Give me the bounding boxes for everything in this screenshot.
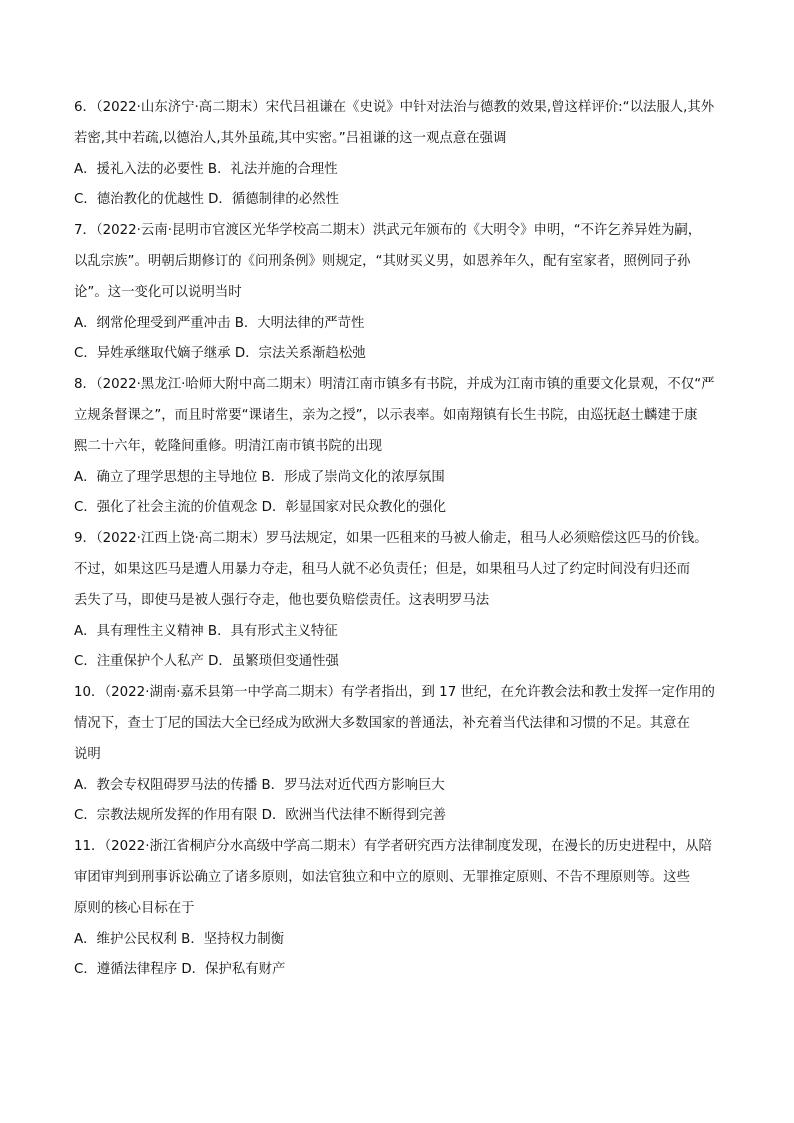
question-stem-line: 论”。这一变化可以说明当时: [74, 284, 242, 300]
question-stem-line: 情况下，查士丁尼的国法大全已经成为欧洲大多数国家的普通法，补充着当代法律和习惯的不足。其意在: [74, 715, 690, 731]
question-stem-line: 立规条督课之”，而且时常要“课诸生，亲为之授”，以示表率。如南翔镇有长生书院，由巡抚赵士麟建于康: [74, 407, 698, 423]
question-options-line: C．注重保护个人私产 D．虽繁琐但变通性强: [74, 654, 339, 670]
question-11: [74, 837, 724, 980]
question-stem-line: 不过，如果这匹马是遭人用暴力夺走，租马人就不必负责任；但是，如果租马人过了约定时间没有归还而: [74, 561, 690, 577]
question-stem-line: 说明: [74, 746, 101, 762]
question-10: [74, 683, 724, 826]
question-7: [74, 221, 724, 364]
question-options-line: A．确立了理学思想的主导地位 B．形成了崇尚文化的浓厚氛围: [74, 469, 445, 485]
question-9: [74, 529, 724, 672]
question-options-line: C．德治教化的优越性 D．循德制律的必然性: [74, 192, 339, 208]
question-options-line: C．强化了社会主流的价值观念 D．彰显国家对民众教化的强化: [74, 500, 447, 516]
question-options-line: A．教会专权阻碍罗马法的传播 B．罗马法对近代西方影响巨大: [74, 777, 445, 793]
question-options-line: C．宗教法规所发挥的作用有限 D．欧洲当代法律不断得到完善: [74, 808, 447, 824]
question-stem-line: 9．（2022·江西上饶·高二期末）罗马法规定，如果一匹租来的马被人偷走，租马人必须赔偿这匹马的价钱。: [74, 531, 708, 547]
question-stem-line: 原则的核心目标在于: [74, 900, 195, 916]
question-stem-line: 若密,其中若疏,以德治人,其外虽疏,其中实密。”吕祖谦的这一观点意在强调: [74, 130, 507, 146]
question-stem-line: 10．（2022·湖南·嘉禾县第一中学高二期末）有学者指出，到 17 世纪，在允许教会法和教士发挥一定作用的: [74, 685, 715, 701]
question-options-line: C．遵循法律程序 D．保护私有财产: [74, 962, 286, 978]
question-options-line: A．具有理性主义精神 B．具有形式主义特征: [74, 623, 338, 639]
question-stem-line: 8．（2022·黑龙江·哈师大附中高二期末）明清江南市镇多有书院，并成为江南市镇的重要文化景观，不仅“严: [74, 377, 715, 393]
question-stem-line: 审团审判到刑事诉讼确立了诸多原则，如法官独立和中立的原则、无罪推定原则、不告不理原则等。这些: [74, 869, 690, 885]
question-6: [74, 98, 724, 210]
question-stem-line: 11．（2022·浙江省桐庐分水高级中学高二期末）有学者研究西方法律制度发现，在漫长的历史进程中，从陪: [74, 839, 712, 855]
question-stem-line: 6．（2022·山东济宁·高二期末）宋代吕祖谦在《史说》中针对法治与德教的效果,曾这样评价:“以法服人,其外: [74, 100, 715, 115]
question-8: [74, 375, 724, 518]
question-stem-line: 熙二十六年，乾隆间重修。明清江南市镇书院的出现: [74, 438, 382, 454]
question-options-line: A．纲常伦理受到严重冲击 B．大明法律的严苛性: [74, 315, 365, 331]
document-page: [74, 98, 724, 991]
question-stem-line: 丢失了马，即使马是被人强行夺走，他也要负赔偿责任。这表明罗马法: [74, 592, 490, 608]
question-stem-line: 7．（2022·云南·昆明市官渡区光华学校高二期末）洪武元年颁布的《大明令》申明，“不许乞养异姓为嗣，: [74, 223, 702, 239]
question-stem-line: 以乱宗族”。明朝后期修订的《问刑条例》则规定，“其财买义男，如恩养年久，配有室家者，照例同子孙: [74, 253, 691, 269]
question-options-line: A．维护公民权利 B．坚持权力制衡: [74, 931, 285, 947]
question-options-line: C．异姓承继取代嫡子继承 D．宗法关系渐趋松弛: [74, 346, 366, 362]
question-options-line: A．援礼入法的必要性 B．礼法并施的合理性: [74, 161, 338, 177]
